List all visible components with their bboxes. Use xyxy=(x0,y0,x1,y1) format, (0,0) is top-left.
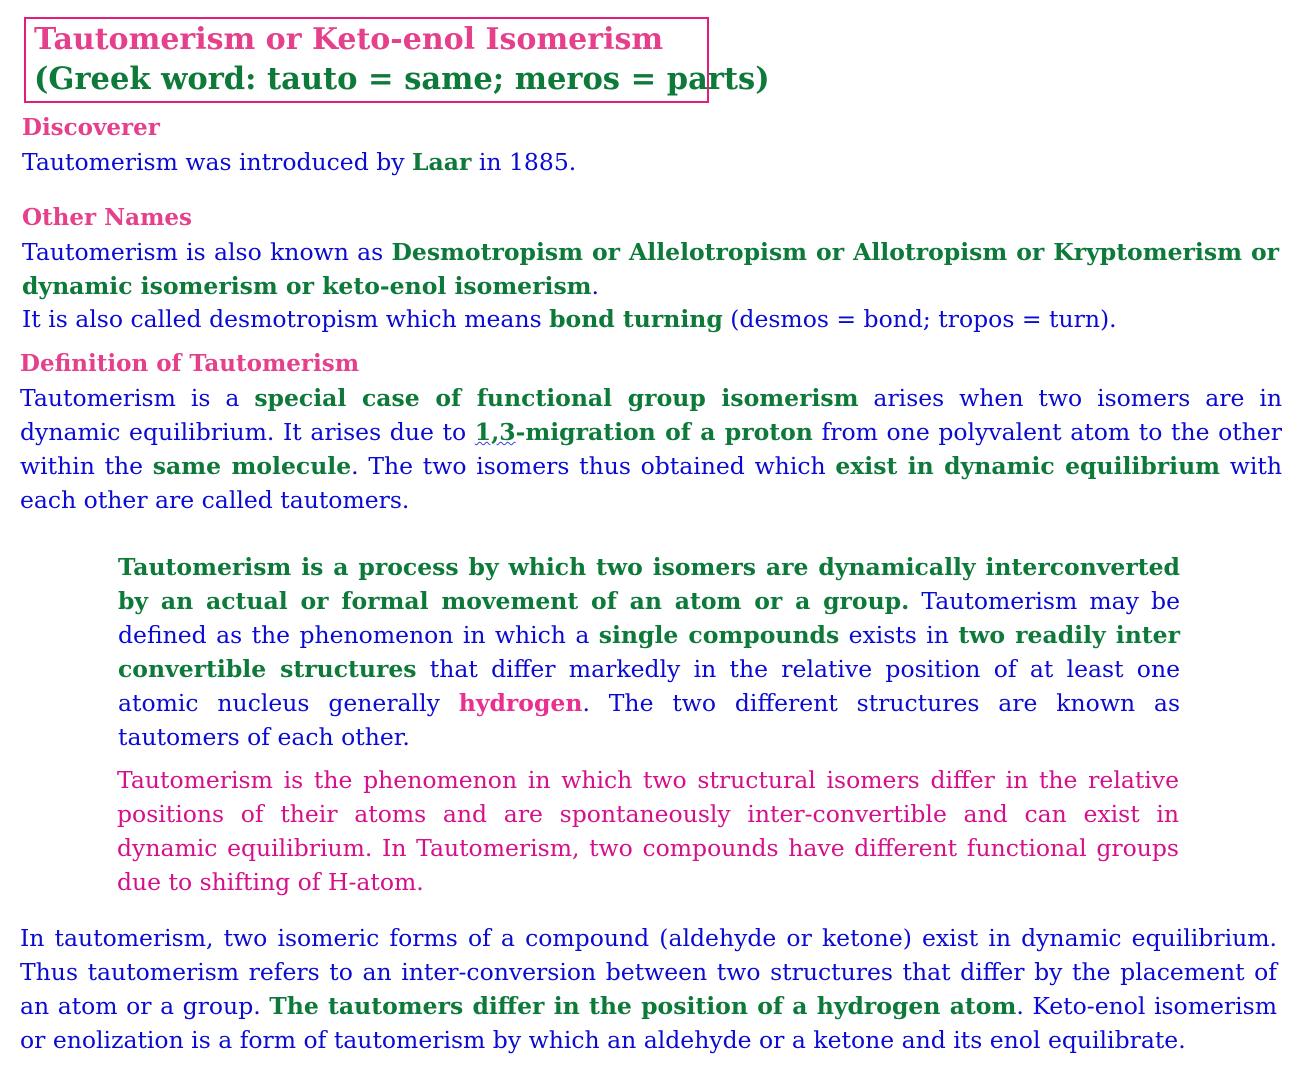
definition-text-5: with each other are called tautomers. xyxy=(20,452,1282,514)
other-names-paragraph xyxy=(22,235,1279,303)
other-names-heading: Other Names xyxy=(22,204,192,231)
desmotropism-text-1: It is also called desmotropism which means xyxy=(22,305,550,333)
quote-paragraph-1 xyxy=(118,550,1180,754)
discoverer-text-1: Tautomerism was introduced by xyxy=(22,148,413,176)
closing-paragraph xyxy=(20,921,1277,1057)
definition-text-1: Tautomerism is a xyxy=(20,384,255,412)
other-names-text-1: Tautomerism is also known as xyxy=(22,238,392,266)
discoverer-text-2: in 1885. xyxy=(471,148,577,176)
definition-text-2: arises when two isomers are in dynamic equilibrium. It arises due to xyxy=(20,384,1282,446)
bond-turning-term: bond turning xyxy=(549,305,723,333)
quote1-text-2: exists in xyxy=(839,621,959,649)
title-box xyxy=(24,17,770,103)
discoverer-text xyxy=(22,145,1022,179)
definition-emphasis-3: same molecule xyxy=(152,452,352,480)
quote1-text-1: Tautomerism may be defined as the phenomenon in which a xyxy=(118,587,1180,649)
other-names-text-2: . xyxy=(591,272,600,300)
quote1-hydrogen: hydrogen xyxy=(458,689,583,717)
definition-emphasis-number: 1,3 xyxy=(474,418,516,446)
definition-emphasis-2: -migration of a proton xyxy=(515,418,813,446)
definition-paragraph xyxy=(20,381,1282,517)
discoverer-name: Laar xyxy=(412,148,472,176)
definition-emphasis-1: special case of functional group isomerism xyxy=(254,384,859,412)
definition-text-4: . The two isomers thus obtained which xyxy=(351,452,836,480)
closing-text-1: In tautomerism, two isomeric forms of a compound (aldehyde or ketone) exist in dynamic equilibrium. Thus tautomerism refers to an inter-conversion between two structures that differ by the placement of an atom or a group. xyxy=(20,924,1277,1020)
quote-paragraph-2: Tautomerism is the phenomenon in which two structural isomers differ in the relative positions of their atoms and are spontaneously inter-convertible and can exist in dynamic equilibrium. In Tautomerism, two compounds have different functional groups due to shifting of H-atom. xyxy=(117,766,1179,896)
page-title: Tautomerism or Keto-enol Isomerism xyxy=(34,22,664,57)
discoverer-heading: Discoverer xyxy=(22,114,160,141)
quote1-emphasis-2: single compounds xyxy=(598,621,840,649)
page-subtitle: (Greek word: tauto = same; meros = parts) xyxy=(34,61,770,97)
quote1-text-4: . The two different structures are known as tautomers of each other. xyxy=(118,689,1181,751)
quote1-emphasis-1: Tautomerism is a process by which two isomers are dynamically interconverted by an actual or formal movement of an atom or a group. xyxy=(118,553,1180,615)
desmotropism-text-2: (desmos = bond; tropos = turn). xyxy=(722,305,1117,333)
quote1-text-3: that differ markedly in the relative position of at least one atomic nucleus generally xyxy=(118,655,1180,717)
other-names-list: Desmotropism or Allelotropism or Allotropism or Kryptomerism or dynamic isomerism or keto-enol isomerism xyxy=(22,238,1280,300)
closing-emphasis: The tautomers differ in the position of a hydrogen atom xyxy=(269,992,1017,1020)
definition-emphasis-4: exist in dynamic equilibrium xyxy=(835,452,1221,480)
quote1-emphasis-3: two readily inter convertible structures xyxy=(118,621,1180,683)
definition-text-3: from one polyvalent atom to the other within the xyxy=(20,418,1282,480)
desmotropism-paragraph xyxy=(22,302,1279,336)
definition-heading: Definition of Tautomerism xyxy=(20,350,360,377)
closing-text-2: . Keto-enol isomerism or enolization is a form of tautomerism by which an aldehyde or a ketone and its enol equilibrate. xyxy=(20,992,1277,1054)
